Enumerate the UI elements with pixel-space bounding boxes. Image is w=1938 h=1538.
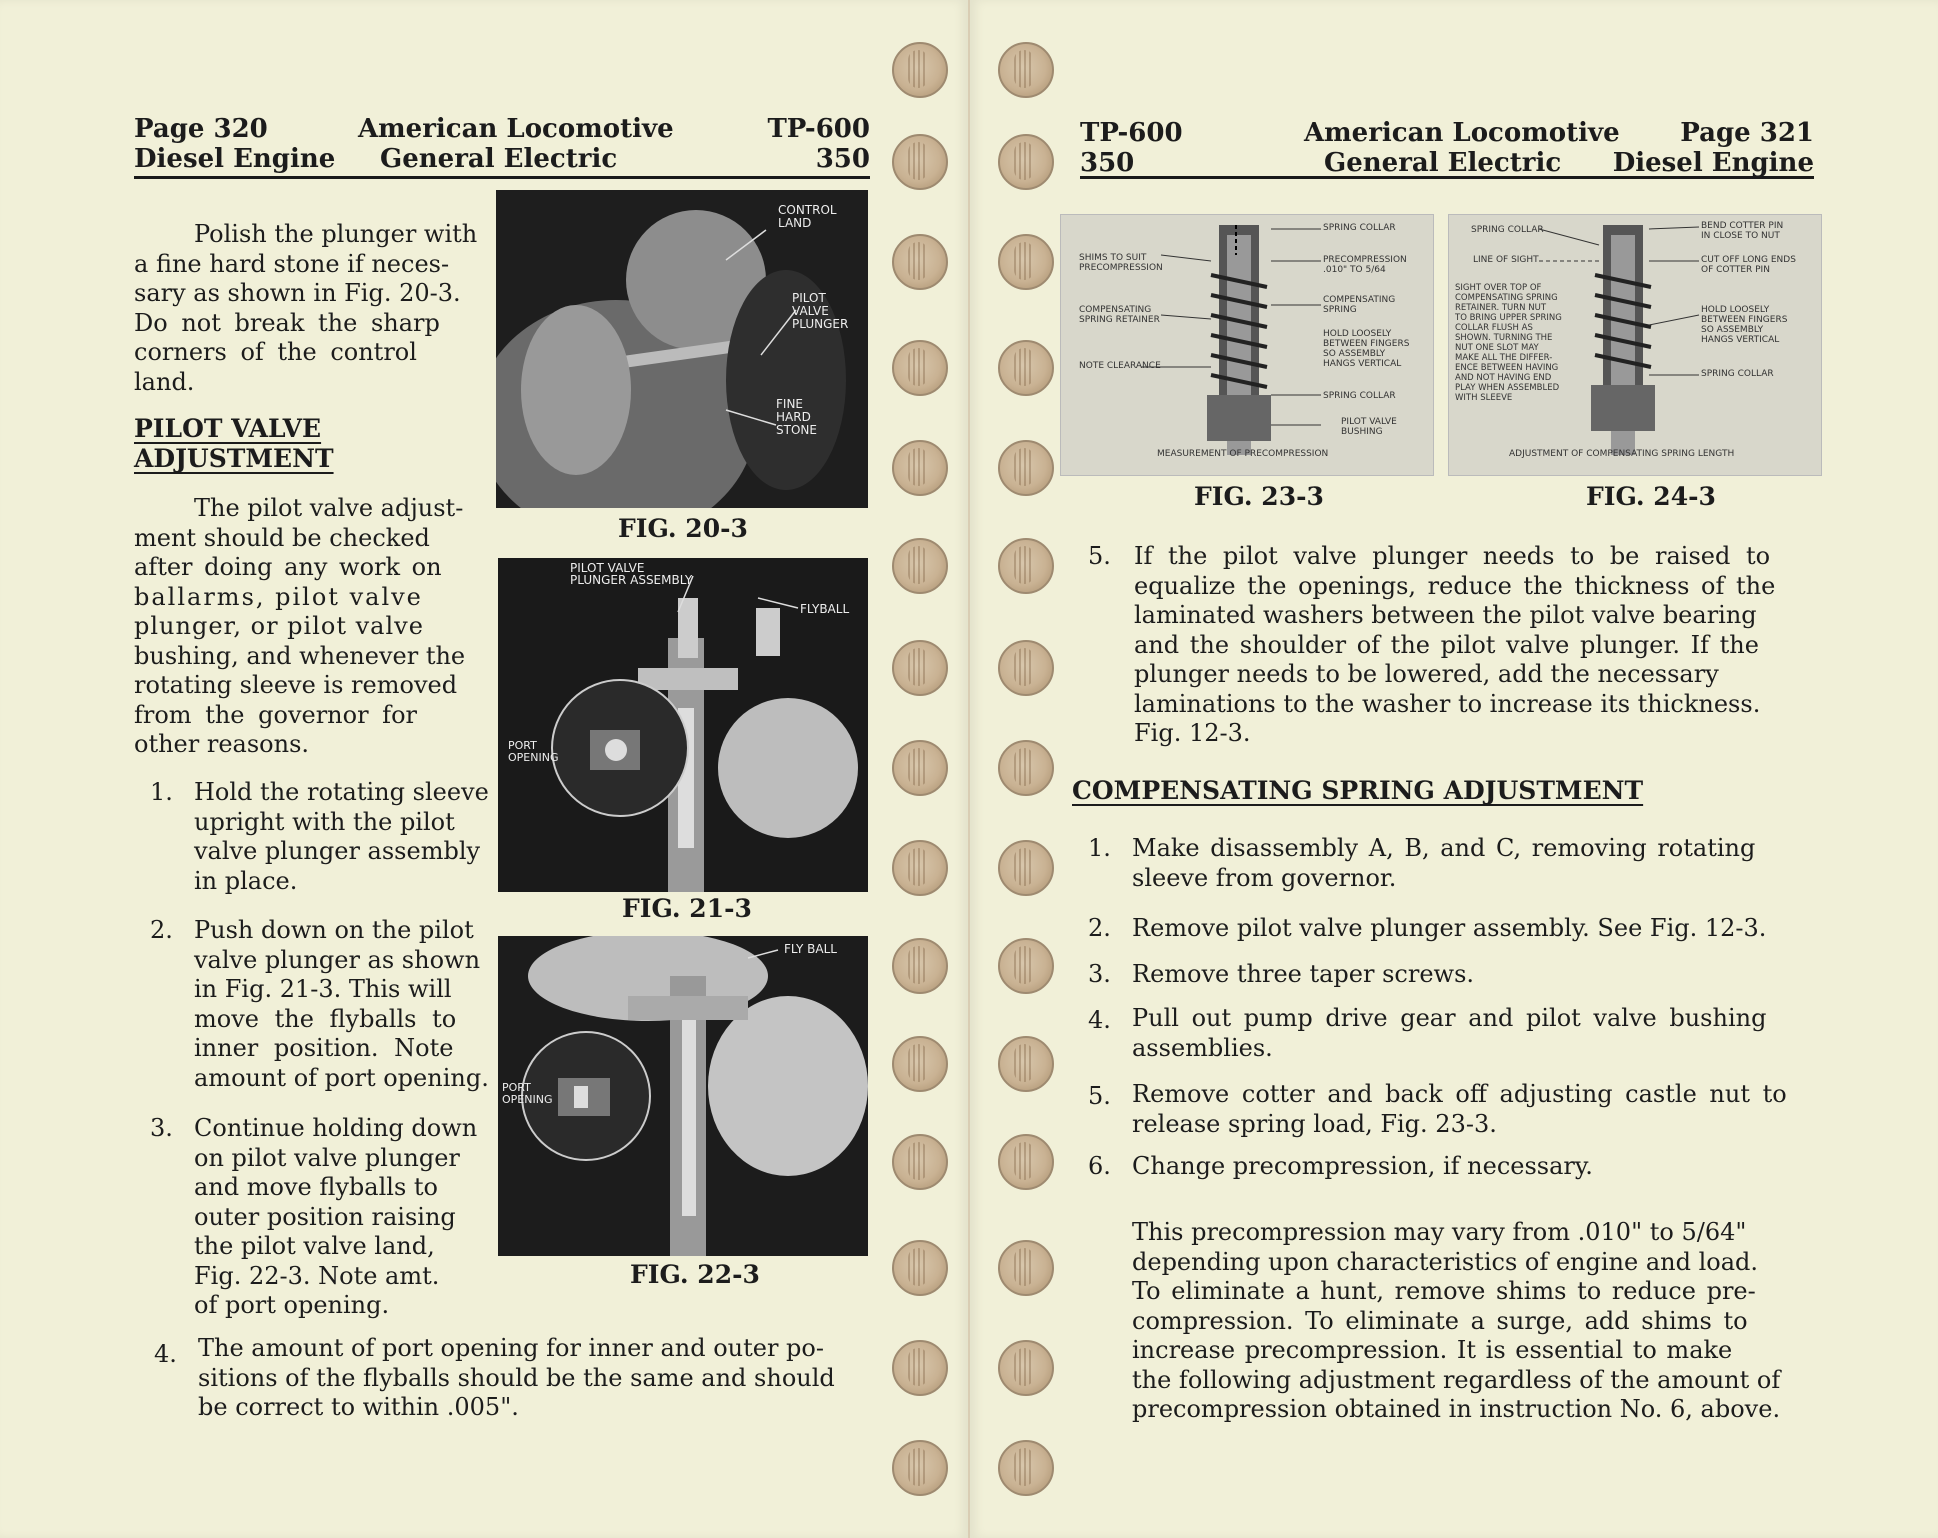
figure-label: COMPENSATING (1323, 295, 1396, 305)
text-line: ment should be checked (134, 523, 430, 552)
text-line: rotating sleeve is removed (134, 671, 458, 699)
heading-line: ADJUSTMENT (134, 444, 334, 473)
figure-label: OF COTTER PIN (1701, 265, 1770, 275)
section-heading: COMPENSATING SPRING ADJUSTMENT (1072, 776, 1644, 805)
text-line: a fine hard stone if neces- (134, 249, 450, 278)
figure-caption: FIG. 23-3 (1194, 482, 1324, 511)
figure-label: MAKE ALL THE DIFFER- (1455, 353, 1553, 363)
figure-label: PORT (502, 1081, 531, 1094)
binding-hole (998, 1340, 1054, 1396)
figure-label: SPRING COLLAR (1323, 391, 1396, 401)
text-line: Remove pilot valve plunger assembly. See Fig. 12-3. (1132, 914, 1767, 942)
doc-code-2: 350 (815, 144, 870, 174)
text-line: equalize the openings, reduce the thickness of the (1134, 571, 1776, 600)
figure-label: SHOWN. TURNING THE (1455, 333, 1553, 343)
figure-label: NOTE CLEARANCE (1079, 361, 1161, 371)
text-line: Remove three taper screws. (1132, 960, 1475, 988)
figure-label: COMPENSATING SPRING (1455, 293, 1558, 303)
figure-label: SHIMS TO SUIT (1079, 253, 1147, 263)
figure-label: PORT (508, 739, 537, 752)
binding-hole (998, 1134, 1054, 1190)
text-line: Fig. 22-3. Note amt. (194, 1261, 440, 1290)
text-line: after doing any work on (134, 553, 442, 581)
figure-label: PLAY WHEN ASSEMBLED (1455, 383, 1560, 393)
text-line: inner position. Note (194, 1034, 454, 1062)
text-line: in Fig. 21-3. This will (194, 975, 452, 1003)
text-line: This precompression may vary from .010" to 5/64" (1132, 1218, 1747, 1246)
binding-hole (998, 640, 1054, 696)
text-line: Polish the plunger with (194, 220, 478, 248)
figure-caption: FIG. 20-3 (618, 514, 748, 543)
binding-hole (892, 1440, 948, 1496)
step-number: 6. (1088, 1152, 1111, 1180)
text-line: ballarms, pilot valve (134, 582, 423, 611)
step-number: 2. (1088, 914, 1111, 942)
photo-fig-22-3 (498, 936, 868, 1256)
text-line: Remove cotter and back off adjusting castle nut to (1132, 1080, 1787, 1108)
text-line: precompression obtained in instruction No. 6, above. (1132, 1395, 1781, 1423)
figure-label: HOLD LOOSELY (1701, 305, 1770, 315)
text-line: assemblies. (1132, 1033, 1273, 1062)
figure-label: PILOT VALVE (1341, 417, 1397, 427)
figure-caption: FIG. 22-3 (630, 1260, 760, 1289)
figure-caption: FIG. 24-3 (1586, 482, 1716, 511)
doc-code-2: 350 (1080, 148, 1135, 178)
binding-hole (892, 1134, 948, 1190)
figure-label: PRECOMPRESSION (1323, 255, 1407, 265)
text-line: If the pilot valve plunger needs to be raised to (1134, 542, 1771, 570)
text-line: laminated washers between the pilot valve bearing (1134, 601, 1757, 629)
binding-hole (892, 538, 948, 594)
binding-hole (998, 42, 1054, 98)
text-line: Do not break the sharp (134, 308, 440, 337)
text-line: The pilot valve adjust- (194, 494, 464, 522)
manufacturer: American Locomotive (358, 114, 674, 144)
text-line: of port opening. (194, 1291, 390, 1319)
step-number: 3. (150, 1114, 173, 1142)
right-page-header (1080, 114, 1814, 179)
figure-label: WITH SLEEVE (1455, 393, 1513, 403)
heading-line: PILOT VALVE (134, 414, 322, 443)
page-number: Page 321 (1680, 118, 1814, 148)
text-line: amount of port opening. (194, 1063, 489, 1092)
figure-label: HANGS VERTICAL (1701, 335, 1780, 345)
diagram-fig-23-3 (1060, 214, 1434, 476)
text-line: compression. To eliminate a surge, add shims to (1132, 1306, 1748, 1335)
binding-hole (892, 1240, 948, 1296)
doc-code: TP-600 (1080, 118, 1183, 148)
text-line: be correct to within .005". (198, 1393, 519, 1421)
binding-hole (892, 134, 948, 190)
binding-hole (998, 340, 1054, 396)
binding-hole (892, 340, 948, 396)
text-line: Fig. 12-3. (1134, 719, 1251, 747)
figure-label: STONE (776, 423, 817, 437)
text-line: sitions of the flyballs should be the same and should (198, 1363, 835, 1392)
binding-hole (892, 740, 948, 796)
text-line: and move flyballs to (194, 1173, 438, 1201)
text-line: upright with the pilot (194, 807, 455, 836)
figure-label: NUT ONE SLOT MAY (1455, 343, 1539, 353)
figure-label: VALVE (792, 304, 829, 318)
text-line: sleeve from governor. (1132, 863, 1397, 892)
right-page (970, 0, 1938, 1538)
text-line: Hold the rotating sleeve (194, 778, 489, 806)
figure-label: CONTROL (778, 203, 837, 217)
left-page-header (134, 114, 870, 179)
binding-hole (998, 134, 1054, 190)
text-line: Continue holding down (194, 1114, 478, 1142)
step-number: 5. (1088, 1082, 1111, 1110)
figure-label: BETWEEN FINGERS (1323, 339, 1410, 349)
page-subject: Diesel Engine (134, 144, 336, 174)
text-line: plunger, or pilot valve (134, 612, 424, 640)
binding-hole (892, 640, 948, 696)
step-number: 2. (150, 916, 173, 944)
figure-label: SPRING (1323, 305, 1357, 315)
text-line: bushing, and whenever the (134, 641, 466, 670)
figure-label: FINE (776, 397, 803, 411)
intro-paragraph (134, 220, 484, 397)
text-line: other reasons. (134, 730, 310, 758)
figure-label: OPENING (502, 1093, 553, 1106)
step-number: 4. (154, 1340, 177, 1368)
text-line: release spring load, Fig. 23-3. (1132, 1109, 1497, 1138)
figure-label: COMPENSATING (1079, 305, 1152, 315)
text-line: Pull out pump drive gear and pilot valve bushing (1132, 1004, 1767, 1032)
figure-label: PILOT VALVE (570, 561, 645, 575)
photo-fig-20-3 (496, 190, 868, 508)
figure-label: PLUNGER ASSEMBLY (570, 573, 693, 587)
step-number: 4. (1088, 1006, 1111, 1034)
figure-label: BUSHING (1341, 427, 1383, 437)
text-line: Change precompression, if necessary. (1132, 1152, 1593, 1180)
manufacturer-2: General Electric (380, 144, 618, 174)
figure-label: SPRING COLLAR (1471, 225, 1544, 235)
binding-hole (892, 42, 948, 98)
text-line: outer position raising (194, 1202, 456, 1231)
figure-label: PILOT (792, 291, 826, 305)
step-number: 3. (1088, 960, 1111, 988)
photo-fig-21-3 (498, 558, 868, 892)
binding-hole (998, 840, 1054, 896)
text-line: and the shoulder of the pilot valve plunger. If the (1134, 630, 1759, 659)
text-line: plunger needs to be lowered, add the necessary (1134, 660, 1719, 688)
manufacturer-2: General Electric (1324, 148, 1562, 178)
text-line: corners of the control (134, 338, 417, 366)
binding-hole (892, 440, 948, 496)
binding-hole (998, 234, 1054, 290)
figure-label: .010" TO 5/64 (1323, 265, 1386, 275)
figure-label: BETWEEN FINGERS (1701, 315, 1788, 325)
binding-hole (998, 1036, 1054, 1092)
adjustment-paragraph (134, 494, 484, 760)
doc-code: TP-600 (767, 114, 870, 144)
figure-label: HOLD LOOSELY (1323, 329, 1392, 339)
figure-label: SO ASSEMBLY (1701, 325, 1764, 335)
binding-hole (998, 938, 1054, 994)
figure-label: LINE OF SIGHT (1473, 255, 1539, 265)
diagram-title: MEASUREMENT OF PRECOMPRESSION (1157, 449, 1329, 459)
text-line: from the governor for (134, 700, 417, 729)
binding-hole (892, 234, 948, 290)
text-line: on pilot valve plunger (194, 1143, 460, 1172)
figure-label: HARD (776, 410, 811, 424)
figure-label: RETAINER. TURN NUT (1455, 303, 1547, 313)
figure-label: IN CLOSE TO NUT (1701, 231, 1780, 241)
figure-label: PLUNGER (792, 317, 849, 331)
figure-label: COLLAR FLUSH AS (1455, 323, 1533, 333)
binding-hole (998, 538, 1054, 594)
binding-hole (892, 1036, 948, 1092)
figure-label: SO ASSEMBLY (1323, 349, 1386, 359)
figure-label: FLYBALL (800, 602, 850, 616)
step-number: 1. (150, 778, 173, 806)
binding-hole (892, 1340, 948, 1396)
diagram-fig-24-3 (1448, 214, 1822, 476)
figure-label: BEND COTTER PIN (1701, 221, 1784, 231)
text-line: land. (134, 367, 195, 396)
figure-caption: FIG. 21-3 (622, 894, 752, 923)
text-line: Make disassembly A, B, and C, removing rotating (1132, 834, 1756, 862)
step-number: 1. (1088, 834, 1111, 862)
text-line: the following adjustment regardless of the amount of (1132, 1365, 1781, 1394)
text-line: the pilot valve land, (194, 1232, 435, 1260)
page-subject: Diesel Engine (1612, 148, 1814, 178)
figure-label: PRECOMPRESSION (1079, 263, 1163, 273)
text-line: valve plunger assembly (194, 837, 481, 865)
diagram-title: ADJUSTMENT OF COMPENSATING SPRING LENGTH (1509, 449, 1735, 459)
figure-label: SPRING COLLAR (1701, 369, 1774, 379)
text-line: increase precompression. It is essential to make (1132, 1336, 1733, 1364)
binding-hole (998, 1440, 1054, 1496)
figure-label: FLY BALL (784, 942, 837, 956)
binding-hole (892, 840, 948, 896)
figure-label: SPRING COLLAR (1323, 223, 1396, 233)
step-number: 5. (1088, 542, 1111, 570)
figure-label: TO BRING UPPER SPRING (1455, 313, 1562, 323)
figure-label: ENCE BETWEEN HAVING (1455, 363, 1559, 373)
figure-label: SIGHT OVER TOP OF (1455, 283, 1542, 293)
closing-paragraph (1132, 1218, 1832, 1425)
section-heading (134, 414, 334, 474)
figure-label: HANGS VERTICAL (1323, 359, 1402, 369)
left-page (0, 0, 968, 1538)
binding-hole (998, 740, 1054, 796)
text-line: in place. (194, 866, 298, 895)
text-line: move the flyballs to (194, 1004, 457, 1033)
figure-label: AND NOT HAVING END (1455, 373, 1552, 383)
figure-label: SPRING RETAINER (1079, 315, 1160, 325)
figure-label: OPENING (508, 751, 559, 764)
page-number: Page 320 (134, 114, 268, 144)
figure-label: LAND (778, 216, 812, 230)
text-line: depending upon characteristics of engine and load. (1132, 1247, 1759, 1276)
manufacturer: American Locomotive (1304, 118, 1620, 148)
text-line: sary as shown in Fig. 20-3. (134, 279, 461, 307)
text-line: To eliminate a hunt, remove shims to reduce pre- (1132, 1277, 1756, 1305)
text-line: valve plunger as shown (194, 945, 481, 974)
text-line: laminations to the washer to increase its thickness. (1134, 689, 1761, 718)
binding-hole (998, 1240, 1054, 1296)
binding-hole (998, 440, 1054, 496)
binding-hole (892, 938, 948, 994)
text-line: Push down on the pilot (194, 916, 474, 944)
text-line: The amount of port opening for inner and outer po- (198, 1334, 824, 1362)
figure-label: CUT OFF LONG ENDS (1701, 255, 1796, 265)
